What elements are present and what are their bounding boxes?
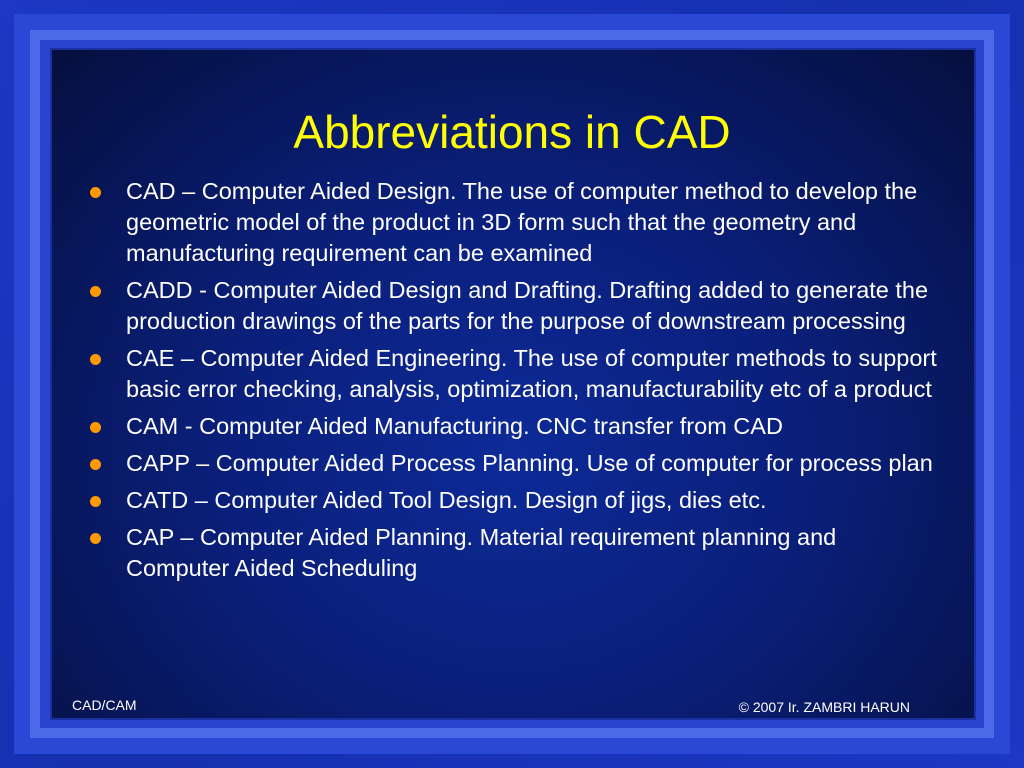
bullet-dot-icon	[90, 459, 101, 470]
bullet-item-cae	[90, 343, 940, 405]
bullet-item-cam	[90, 411, 940, 442]
bullet-item-cad	[90, 176, 940, 269]
footer-course-label: CAD/CAM	[72, 697, 137, 713]
bullet-dot-icon	[90, 187, 101, 198]
slide-title: Abbreviations in CAD	[293, 106, 731, 158]
footer-copyright: © 2007 Ir. ZAMBRI HARUN	[738, 699, 910, 715]
bullet-text: CATD – Computer Aided Tool Design. Design of jigs, dies etc.	[126, 487, 767, 513]
bullet-text: CAD – Computer Aided Design. The use of computer method to develop the geometric model of the product in 3D form such that the geometry and manufacturing requirement can be examined	[126, 178, 918, 266]
bullet-text: CAPP – Computer Aided Process Planning. Use of computer for process plan	[126, 450, 933, 476]
bullet-dot-icon	[90, 533, 101, 544]
bullet-dot-icon	[90, 354, 101, 365]
bullet-item-catd	[90, 485, 940, 516]
bullet-text: CAM - Computer Aided Manufacturing. CNC transfer from CAD	[126, 413, 783, 439]
bullet-text: CAE – Computer Aided Engineering. The use of computer methods to support basic error checking, analysis, optimization, manufacturability etc of a product	[126, 345, 937, 402]
bullet-item-cap	[90, 522, 940, 584]
bullet-list	[90, 176, 940, 590]
bullet-text: CAP – Computer Aided Planning. Material requirement planning and Computer Aided Scheduling	[126, 524, 837, 581]
bullet-item-cadd	[90, 275, 940, 337]
bullet-text: CADD - Computer Aided Design and Drafting. Drafting added to generate the production drawings of the parts for the purpose of downstream processing	[126, 277, 929, 334]
bullet-dot-icon	[90, 496, 101, 507]
bullet-dot-icon	[90, 422, 101, 433]
bullet-dot-icon	[90, 286, 101, 297]
bullet-item-capp	[90, 448, 940, 479]
